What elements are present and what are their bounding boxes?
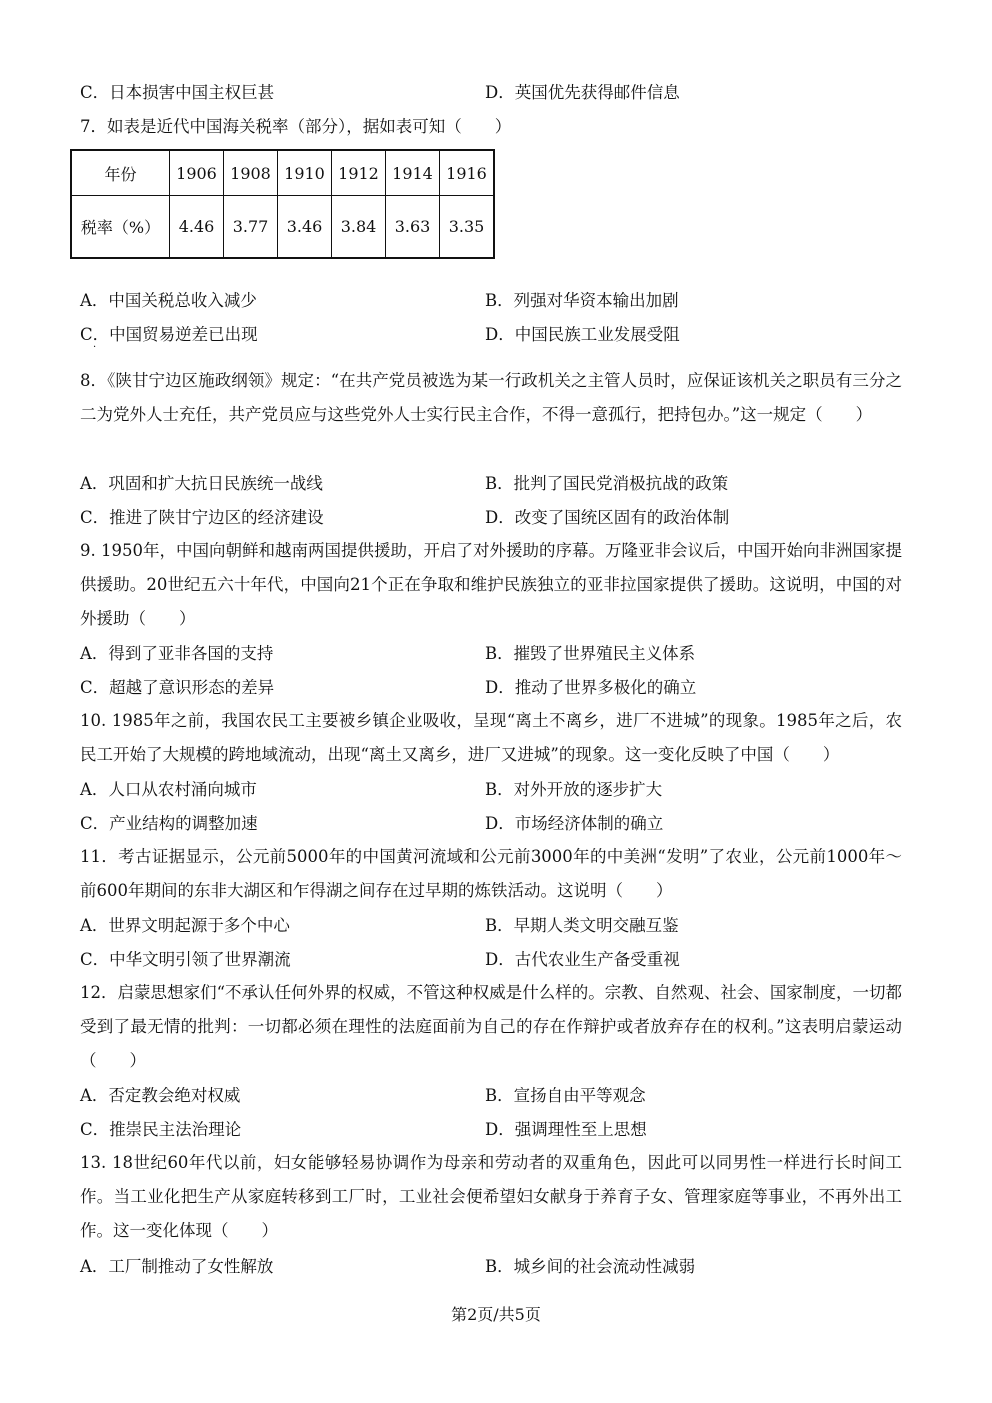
table-cell: 1906: [170, 150, 224, 196]
option-c: C．产业结构的调整加速: [80, 814, 258, 833]
question-11-stem: 11．考古证据显示，公元前5000年的中国黄河流域和公元前3000年的中美洲“发明”了农业，公元前1000年～前600年期间的东非大湖区和乍得湖之间存在过早期的炼铁活动。这说明（ ）: [80, 847, 902, 900]
option-d: D．古代农业生产备受重视: [485, 950, 680, 969]
option-b: B．城乡间的社会流动性减弱: [485, 1257, 696, 1276]
option-b: B．宣扬自由平等观念: [485, 1086, 646, 1105]
question-7-stem: 7．如表是近代中国海关税率（部分），据如表可知（ ）: [80, 117, 512, 136]
table-cell: 3.35: [440, 196, 495, 259]
option-c: C．中华文明引领了世界潮流: [80, 950, 291, 969]
option-b: B．早期人类文明交融互鉴: [485, 916, 679, 935]
option-c: C．推崇民主法治理论: [80, 1120, 242, 1139]
option-b: B．列强对华资本输出加剧: [485, 291, 679, 310]
table-cell: 1912: [332, 150, 386, 196]
question-8-stem: 8．《陕甘宁边区施政纲领》规定：“在共产党员被选为某一行政机关之主管人员时，应保证该机关之职员有三分之二为党外人士充任，共产党员应与这些党外人士实行民主合作，不得一意孤行，把持包办。”这一规定（ ）: [80, 371, 902, 424]
option-c: C．推进了陕甘宁边区的经济建设: [80, 508, 324, 527]
option-d: D．强调理性至上思想: [485, 1120, 647, 1139]
table-cell: 1916: [440, 150, 495, 196]
page-number: 第2页/共5页: [451, 1305, 541, 1324]
question-10-stem: 10. 1985年之前，我国农民工主要被乡镇企业吸收，呈现“离土不离乡，进厂不进城”的现象。1985年之后，农民工开始了大规模的跨地域流动，出现“离土又离乡，进厂又进城”的现象。这一变化反映了中国（ ）: [80, 711, 902, 764]
tax-rate-table: [70, 149, 495, 259]
table-cell: 3.84: [332, 196, 386, 259]
option-b: B．批判了国民党消极抗战的政策: [485, 474, 729, 493]
option-d: D．中国民族工业发展受阻: [485, 325, 680, 344]
option-d: D．市场经济体制的确立: [485, 814, 664, 833]
option-a: A．巩固和扩大抗日民族统一战线: [80, 474, 323, 493]
option-a: A．否定教会绝对权威: [80, 1086, 241, 1105]
table-cell: 4.46: [170, 196, 224, 259]
table-cell: 1910: [278, 150, 332, 196]
table-cell: 1908: [224, 150, 278, 196]
table-cell: 3.63: [386, 196, 440, 259]
option-c: C．日本损害中国主权巨甚: [80, 83, 275, 102]
stray-dot: ·: [93, 342, 97, 353]
table-cell: 3.46: [278, 196, 332, 259]
option-d: D．英国优先获得邮件信息: [485, 83, 680, 102]
question-13-stem: 13. 18世纪60年代以前，妇女能够轻易协调作为母亲和劳动者的双重角色，因此可以同男性一样进行长时间工作。当工业化把生产从家庭转移到工厂时，工业社会便希望妇女献身于养育子女、管理家庭等事业，不再外出工作。这一变化体现（ ）: [80, 1153, 902, 1240]
option-d: D．推动了世界多极化的确立: [485, 678, 697, 697]
option-c: C．超越了意识形态的差异: [80, 678, 275, 697]
table-cell: 1914: [386, 150, 440, 196]
option-a: A．人口从农村涌向城市: [80, 780, 257, 799]
question-9-stem: 9. 1950年，中国向朝鲜和越南两国提供援助，开启了对外援助的序幕。万隆亚非会议后，中国开始向非洲国家提供援助。20世纪五六十年代，中国向21个正在争取和维护民族独立的亚非拉国家提供了援助。这说明，中国的对外援助（ ）: [80, 541, 902, 628]
option-c: C．中国贸易逆差已出现: [80, 325, 258, 344]
option-a: A．世界文明起源于多个中心: [80, 916, 290, 935]
table-cell: 3.77: [224, 196, 278, 259]
option-d: D．改变了国统区固有的政治体制: [485, 508, 730, 527]
table-row: [71, 150, 494, 196]
table-cell: 税率（%）: [71, 196, 170, 259]
table-cell: 年份: [71, 150, 170, 196]
option-a: A．得到了亚非各国的支持: [80, 644, 274, 663]
option-a: A．工厂制推动了女性解放: [80, 1257, 274, 1276]
option-b: B．摧毁了世界殖民主义体系: [485, 644, 696, 663]
option-a: A．中国关税总收入减少: [80, 291, 257, 310]
question-12-stem: 12．启蒙思想家们“不承认任何外界的权威，不管这种权威是什么样的。宗教、自然观、社会、国家制度，一切都受到了最无情的批判：一切都必须在理性的法庭面前为自己的存在作辩护或者放弃存在的权利。”这表明启蒙运动（ ）: [80, 983, 902, 1070]
option-b: B．对外开放的逐步扩大: [485, 780, 663, 799]
table-row: [71, 196, 494, 259]
